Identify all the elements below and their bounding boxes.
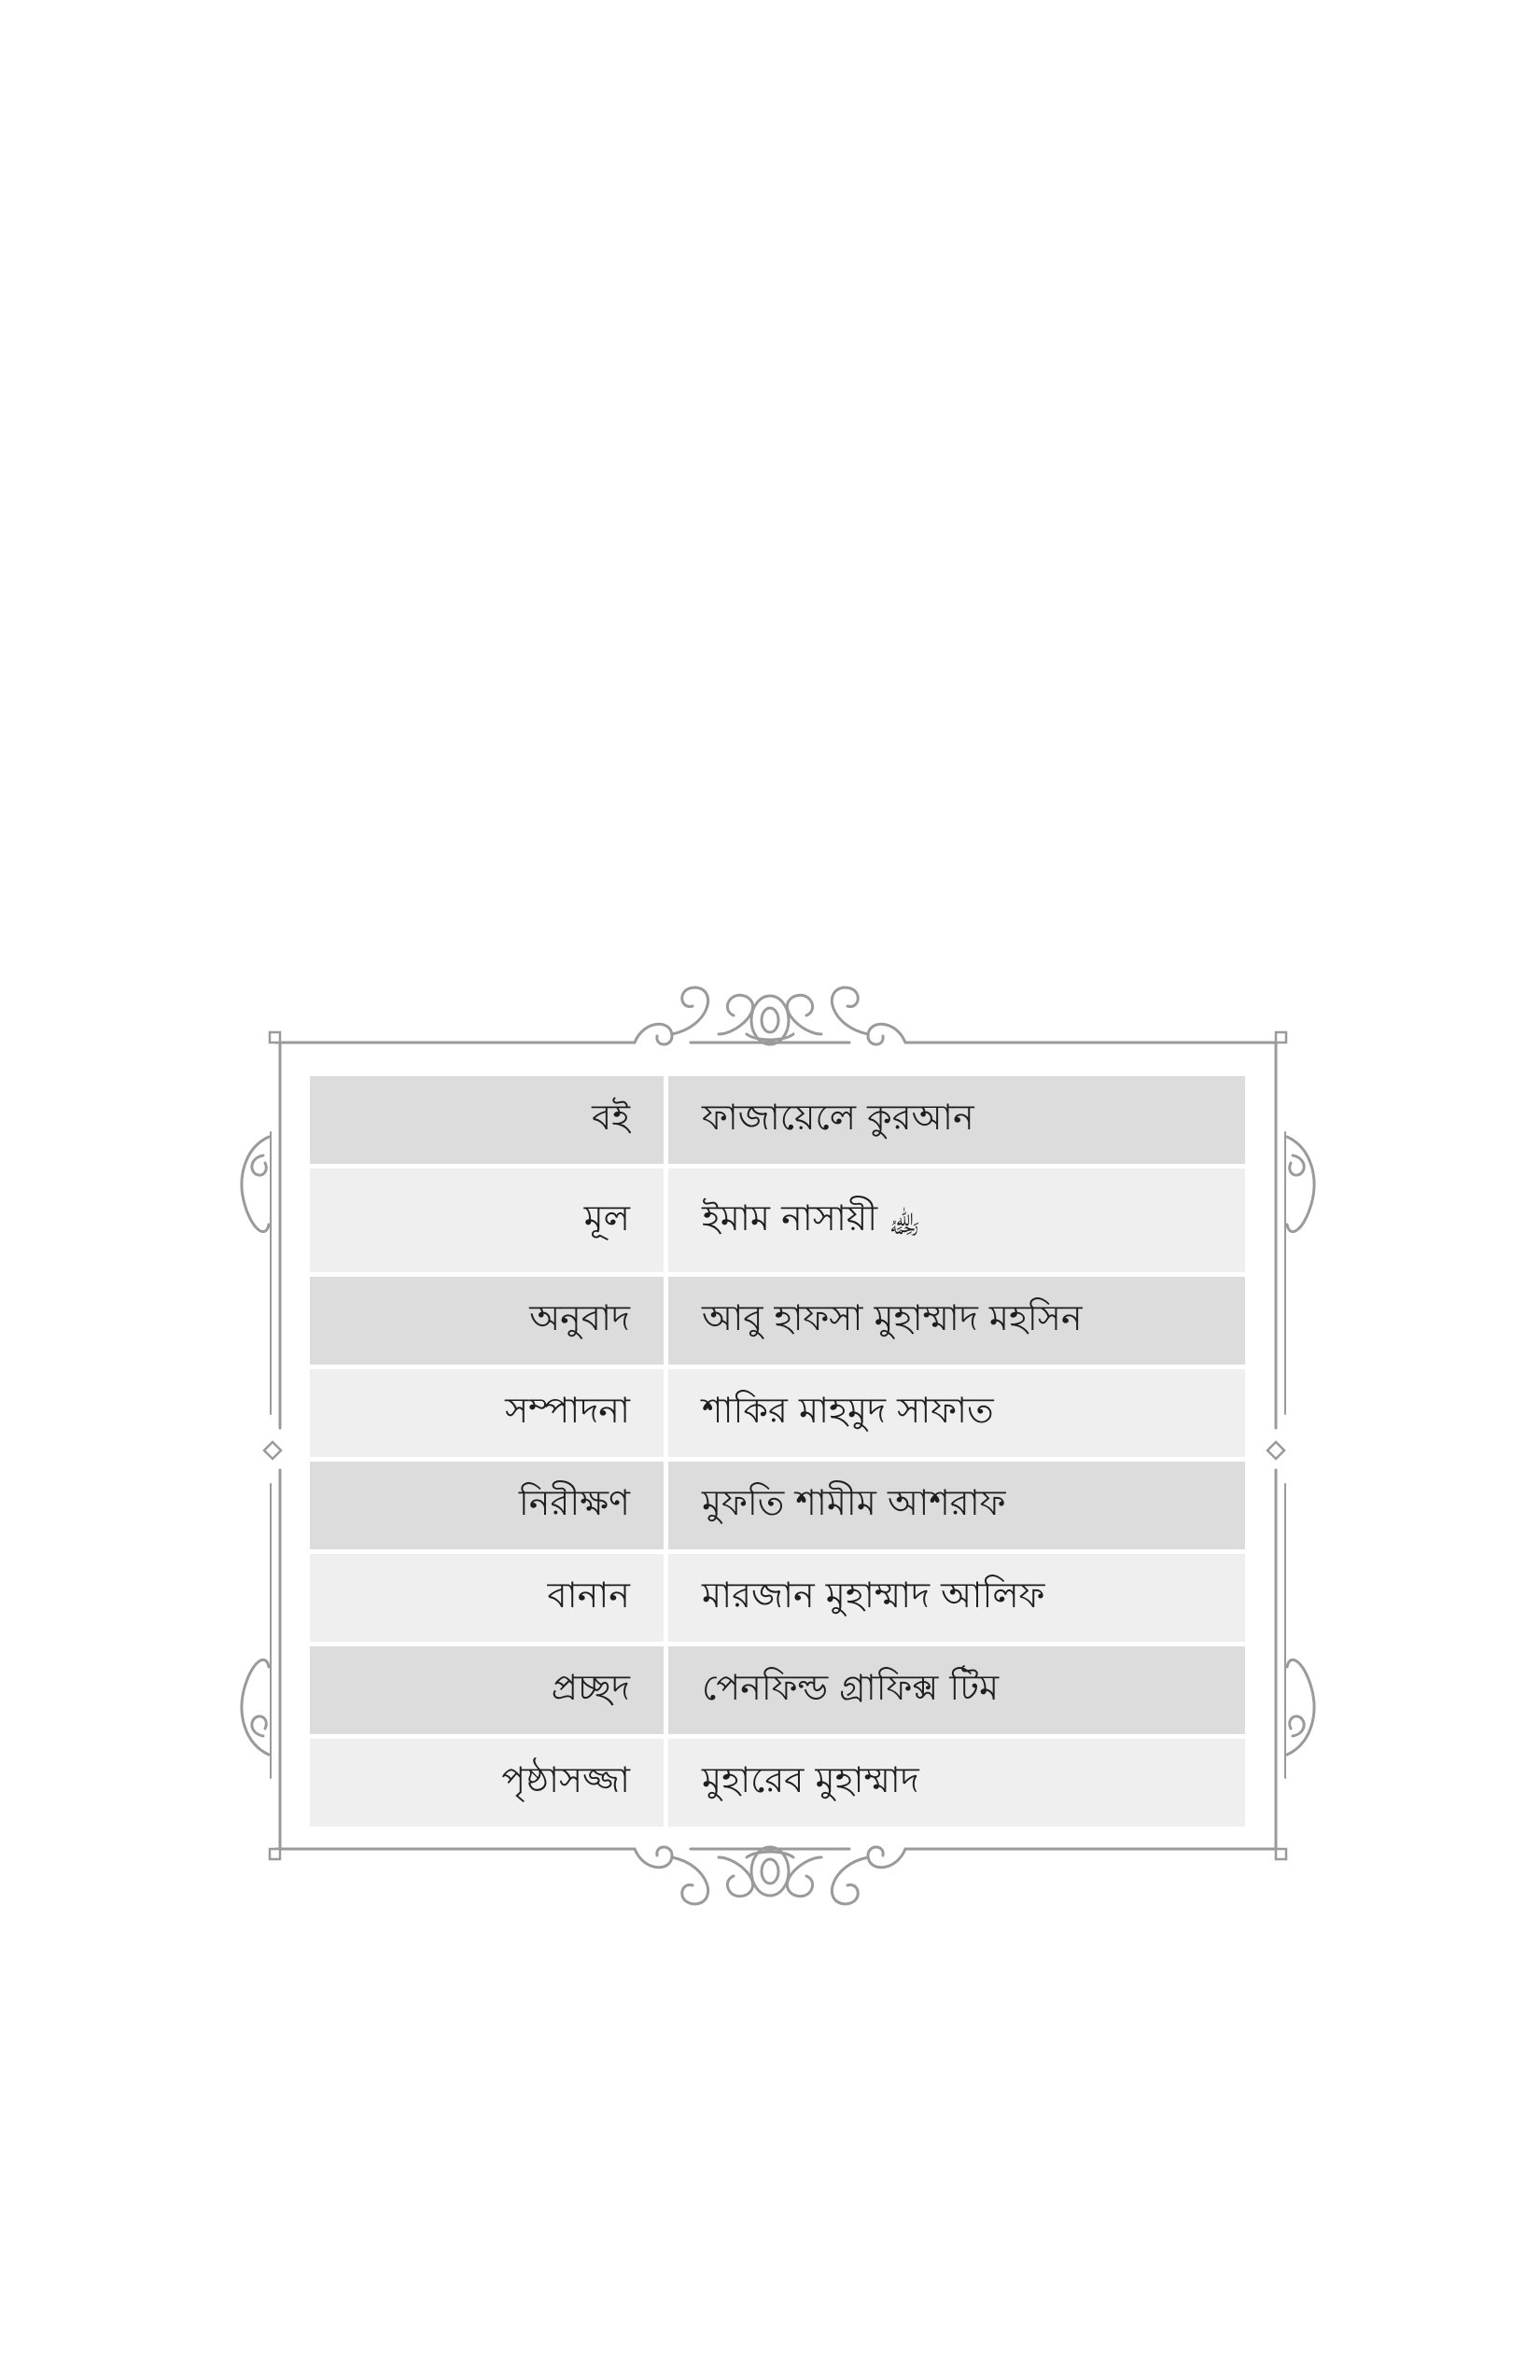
corner-square-top-right <box>1276 1032 1286 1043</box>
credit-row-original-author <box>310 1169 1245 1277</box>
floral-ornament-top <box>635 987 905 1044</box>
credit-row-page-layout <box>310 1739 1245 1827</box>
credit-row-cover <box>310 1646 1245 1739</box>
credit-row-translator <box>310 1277 1245 1369</box>
credit-row-spelling <box>310 1554 1245 1646</box>
corner-square-bottom-right <box>1276 1849 1286 1859</box>
scroll-flourish-left-top <box>242 1137 269 1232</box>
credit-label: সম্পাদনা <box>310 1369 668 1462</box>
credit-value: আবু হাফসা মুহাম্মাদ মহসিন <box>668 1277 1245 1369</box>
diamond-right <box>1267 1442 1284 1459</box>
credit-row-book <box>310 1076 1245 1169</box>
floral-ornament-bottom <box>635 1847 905 1904</box>
scroll-flourish-right-bottom <box>1287 1659 1314 1755</box>
credit-row-editor <box>310 1369 1245 1462</box>
credit-label: অনুবাদ <box>310 1277 668 1369</box>
credit-label: মূল <box>310 1169 668 1277</box>
credit-value: ইমাম নাসায়ী ﵀ <box>668 1169 1245 1277</box>
scroll-flourish-right-top <box>1287 1137 1314 1232</box>
credit-label: পৃষ্ঠাসজ্জা <box>310 1739 668 1827</box>
credit-value: মারজান মুহাম্মাদ আলিফ <box>668 1554 1245 1646</box>
credit-value: মুফতি শামীম আশরাফ <box>668 1462 1245 1554</box>
scroll-flourish-left-bottom <box>242 1659 269 1755</box>
credit-label: নিরীক্ষণ <box>310 1462 668 1554</box>
credit-label: বানান <box>310 1554 668 1646</box>
credit-label: প্রচ্ছদ <box>310 1646 668 1739</box>
diamond-left <box>264 1442 281 1459</box>
credit-value: পেনফিল্ড গ্রাফিক্স টিম <box>668 1646 1245 1739</box>
corner-square-top-left <box>270 1032 280 1043</box>
corner-square-bottom-left <box>270 1849 280 1859</box>
credit-row-reviewer <box>310 1462 1245 1554</box>
credit-value: শাকির মাহমুদ সাফাত <box>668 1369 1245 1462</box>
credit-label: বই <box>310 1076 668 1169</box>
credits-table <box>310 1076 1245 1827</box>
credit-value: ফাজায়েলে কুরআন <box>668 1076 1245 1169</box>
credit-value: মুহারেব মুহাম্মাদ <box>668 1739 1245 1827</box>
